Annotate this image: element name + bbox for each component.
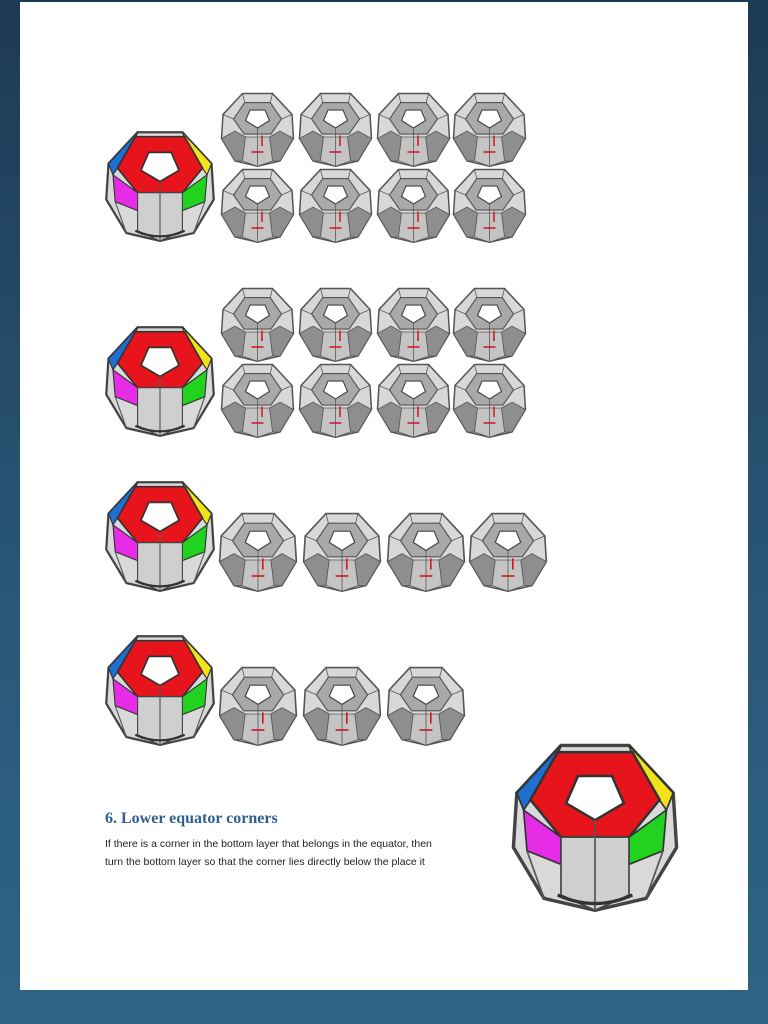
grey-megaminx <box>376 287 451 362</box>
grey-megaminx <box>452 168 527 243</box>
grey-megaminx <box>220 363 295 438</box>
section-body <box>105 835 505 871</box>
grey-megaminx <box>452 363 527 438</box>
colored-megaminx-step-2 <box>104 325 216 437</box>
grey-megaminx <box>298 287 373 362</box>
grey-megaminx <box>376 92 451 167</box>
grey-megaminx <box>452 92 527 167</box>
section-body-line-2: turn the bottom layer so that the corner lies directly below the place it <box>105 856 425 868</box>
grey-megaminx <box>468 512 548 592</box>
grey-megaminx <box>298 92 373 167</box>
grey-megaminx <box>386 666 466 746</box>
section-body-line-1: If there is a corner in the bottom layer that belongs in the equator, then <box>105 838 432 850</box>
grey-megaminx <box>298 168 373 243</box>
grey-megaminx <box>376 363 451 438</box>
grey-megaminx <box>302 666 382 746</box>
large-colored-megaminx <box>510 742 680 912</box>
section-title: 6. Lower equator corners <box>105 810 278 827</box>
grey-megaminx <box>376 168 451 243</box>
document-page <box>20 2 748 990</box>
colored-megaminx-step-3 <box>104 480 216 592</box>
grey-megaminx <box>386 512 466 592</box>
grey-megaminx <box>218 666 298 746</box>
grey-megaminx <box>218 512 298 592</box>
colored-megaminx-step-1 <box>104 130 216 242</box>
grey-megaminx <box>220 287 295 362</box>
grey-megaminx <box>302 512 382 592</box>
grey-megaminx <box>452 287 527 362</box>
grey-megaminx <box>220 168 295 243</box>
grey-megaminx <box>298 363 373 438</box>
colored-megaminx-step-4 <box>104 634 216 746</box>
grey-megaminx <box>220 92 295 167</box>
